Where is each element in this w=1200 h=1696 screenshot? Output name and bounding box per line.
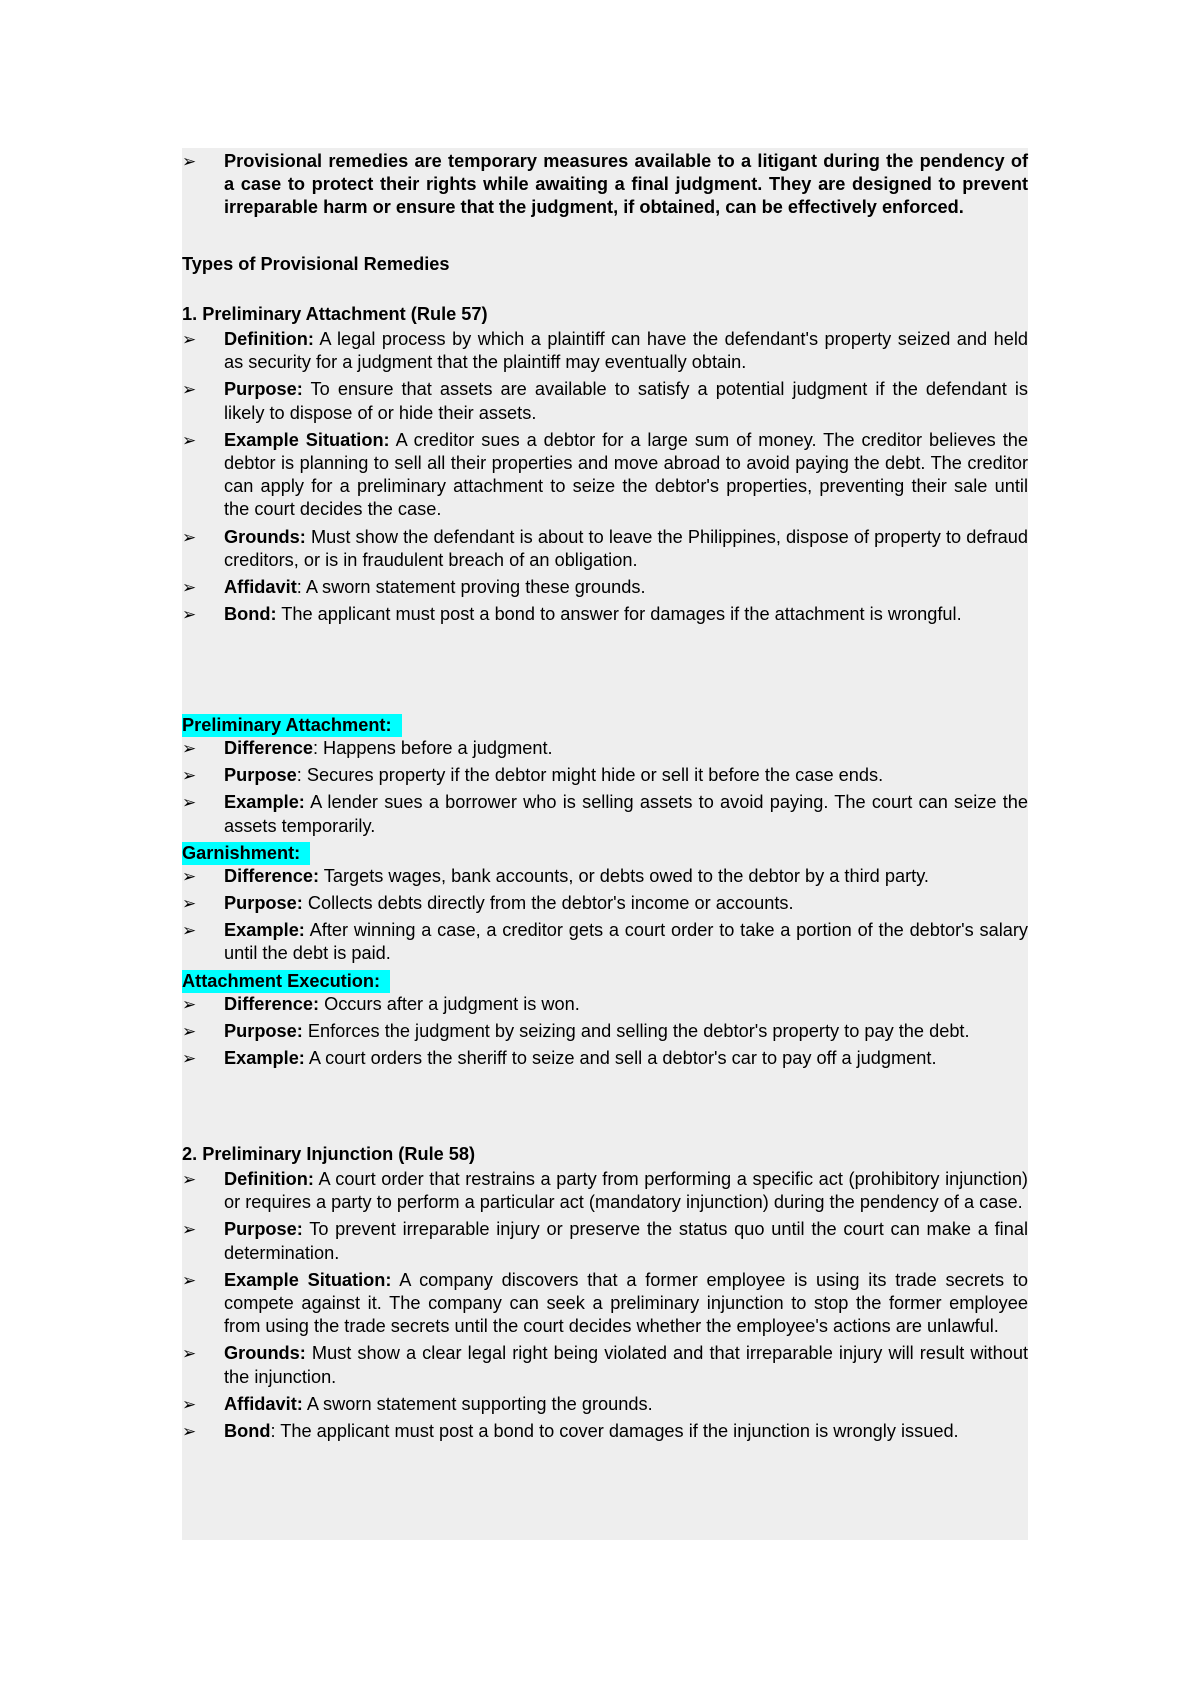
list-item: [182, 1218, 1028, 1264]
compare-groups: [182, 714, 1028, 1070]
section-1-list: [182, 328, 1028, 626]
item-label: Difference:: [224, 993, 320, 1014]
item-label: Affidavit:: [224, 1393, 303, 1414]
item-label: Difference: [224, 738, 313, 758]
bullet-arrow-icon: ➢: [182, 605, 197, 625]
list-item: [182, 526, 1028, 572]
compare-group: [182, 970, 1028, 1071]
list-item: [182, 328, 1028, 374]
list-item: [182, 919, 1028, 965]
compare-group: [182, 842, 1028, 966]
list-item: [182, 1393, 1028, 1416]
item-text: : A sworn statement proving these grounds.: [296, 577, 646, 598]
bullet-arrow-icon: ➢: [182, 430, 197, 450]
item-text: After winning a case, a creditor gets a court order to take a portion of the debtor's salary until the debt is paid.: [224, 920, 1028, 964]
bullet-arrow-icon: ➢: [182, 1394, 197, 1414]
bullet-arrow-icon: ➢: [182, 380, 197, 400]
bullet-arrow-icon: ➢: [182, 1220, 197, 1240]
list-item: [182, 791, 1028, 837]
list-item: [182, 576, 1028, 599]
bullet-arrow-icon: ➢: [182, 793, 197, 813]
item-label: Affidavit: [224, 577, 297, 598]
section-2-list: [182, 1168, 1028, 1443]
list-item: [182, 993, 1028, 1016]
bullet-arrow-icon: ➢: [182, 1422, 197, 1442]
section-1: [182, 302, 1028, 630]
item-text: Must show a clear legal right being violated and that irreparable injury will result without the injunction.: [224, 1343, 1028, 1387]
list-item: [182, 1342, 1028, 1388]
highlighted-heading: Garnishment:: [182, 842, 310, 865]
item-text: : Happens before a judgment.: [312, 738, 553, 758]
section-2-title: 2. Preliminary Injunction (Rule 58): [182, 1144, 476, 1164]
item-label: Purpose:: [224, 1020, 303, 1041]
bullet-arrow-icon: ➢: [182, 152, 197, 171]
list-item: [182, 1420, 1028, 1443]
bullet-arrow-icon: ➢: [182, 1170, 197, 1189]
bullet-arrow-icon: ➢: [182, 330, 197, 349]
list-item: [182, 429, 1028, 522]
item-label: Purpose:: [224, 379, 303, 400]
item-text: A company discovers that a former employee is using its trade secrets to compete against it. The company can seek a preliminary injunction to stop the former employee from using the trade secrets until the court decides whether the employee's actions are unlawful.: [224, 1269, 1028, 1337]
list-item: [182, 764, 1028, 787]
bullet-arrow-icon: ➢: [182, 894, 197, 914]
item-label: Grounds:: [224, 526, 306, 547]
types-heading: Types of Provisional Remedies: [182, 254, 450, 274]
section-1-title: 1. Preliminary Attachment (Rule 57): [182, 304, 488, 324]
item-label: Purpose: [224, 765, 297, 786]
item-text: A court order that restrains a party from performing a specific act (prohibitory injunction) or requires a party to perform a particular act (mandatory injunction) during the pendency of a case.: [224, 1169, 1028, 1213]
intro-bullet: [182, 150, 1028, 220]
item-text: The applicant must post a bond to answer for damages if the attachment is wrongful.: [276, 604, 962, 625]
item-text: Occurs after a judgment is won.: [319, 993, 580, 1014]
list-item: [182, 1168, 1028, 1214]
item-text: To ensure that assets are available to satisfy a potential judgment if the defendant is likely to dispose of or hide their assets.: [224, 379, 1028, 423]
item-label: Example:: [224, 1048, 305, 1069]
list-item: [182, 1047, 1028, 1070]
item-label: Purpose:: [224, 893, 303, 914]
intro-text: Provisional remedies are temporary measures available to a litigant during the pendency of a case to protect their rights while awaiting a final judgment. They are designed to prevent irreparable harm or ensure that the judgment, if obtained, can be effectively enforced.: [224, 151, 1028, 218]
bullet-arrow-icon: ➢: [182, 1270, 197, 1290]
compare-group: [182, 714, 1028, 838]
item-label: Bond: [224, 1421, 271, 1442]
item-text: : The applicant must post a bond to cover damages if the injunction is wrongly issued.: [270, 1421, 959, 1442]
item-text: Enforces the judgment by seizing and selling the debtor's property to pay the debt.: [302, 1020, 970, 1041]
bullet-arrow-icon: ➢: [182, 1021, 197, 1041]
item-label: Definition:: [224, 1169, 314, 1189]
item-text: A sworn statement supporting the grounds.: [302, 1393, 653, 1414]
list-item: [182, 1020, 1028, 1043]
intro-paragraph: [182, 150, 1028, 220]
item-label: Difference:: [224, 865, 320, 886]
item-text: Collects debts directly from the debtor's income or accounts.: [302, 893, 794, 914]
item-text: A legal process by which a plaintiff can have the defendant's property seized and held as security for a judgment that the plaintiff may eventually obtain.: [224, 329, 1028, 373]
compare-area: [182, 714, 1028, 1074]
item-text: To prevent irreparable injury or preserve the status quo until the court can make a final determination.: [224, 1219, 1028, 1263]
list-item: [182, 378, 1028, 424]
item-text: A court orders the sheriff to seize and sell a debtor's car to pay off a judgment.: [304, 1048, 937, 1069]
compare-heading-wrap: [182, 714, 1028, 737]
compare-heading-wrap: [182, 842, 1028, 865]
item-text: A lender sues a borrower who is selling assets to avoid paying. The court can seize the assets temporarily.: [224, 792, 1028, 836]
item-label: Definition:: [224, 329, 314, 349]
item-text: : Secures property if the debtor might hide or sell it before the case ends.: [296, 765, 884, 786]
bullet-arrow-icon: ➢: [182, 1344, 197, 1364]
document-page: [182, 148, 1028, 1540]
item-label: Example Situation:: [224, 1269, 392, 1290]
bullet-arrow-icon: ➢: [182, 1049, 197, 1069]
bullet-arrow-icon: ➢: [182, 921, 197, 941]
bullet-arrow-icon: ➢: [182, 866, 197, 886]
highlighted-heading: Attachment Execution:: [182, 970, 390, 993]
list-item: [182, 737, 1028, 760]
list-item: [182, 865, 1028, 888]
item-text: A creditor sues a debtor for a large sum of money. The creditor believes the debtor is planning to sell all their properties and move abroad to avoid paying the debt. The creditor can apply for a preliminary attachment to seize the debtor's properties, preventing their sale until the court decides the case.: [224, 429, 1029, 520]
item-label: Example:: [224, 792, 305, 813]
list-item: [182, 892, 1028, 915]
bullet-arrow-icon: ➢: [182, 527, 197, 547]
list-item: [182, 603, 1028, 626]
bullet-arrow-icon: ➢: [182, 739, 197, 758]
item-label: Bond:: [224, 604, 277, 625]
item-text: Must show the defendant is about to leave the Philippines, dispose of property to defraud creditors, or is in fraudulent breach of an obligation.: [224, 526, 1028, 570]
item-label: Grounds:: [224, 1343, 306, 1364]
compare-heading-wrap: [182, 970, 1028, 993]
highlighted-heading: Preliminary Attachment:: [182, 714, 402, 737]
item-label: Purpose:: [224, 1219, 303, 1240]
item-text: Targets wages, bank accounts, or debts owed to the debtor by a third party.: [319, 865, 929, 886]
list-item: [182, 1269, 1028, 1339]
item-label: Example Situation:: [224, 429, 390, 450]
bullet-arrow-icon: ➢: [182, 994, 197, 1014]
bullet-arrow-icon: ➢: [182, 766, 197, 786]
bullet-arrow-icon: ➢: [182, 578, 197, 598]
item-label: Example:: [224, 920, 305, 941]
section-2: [182, 1142, 1028, 1447]
